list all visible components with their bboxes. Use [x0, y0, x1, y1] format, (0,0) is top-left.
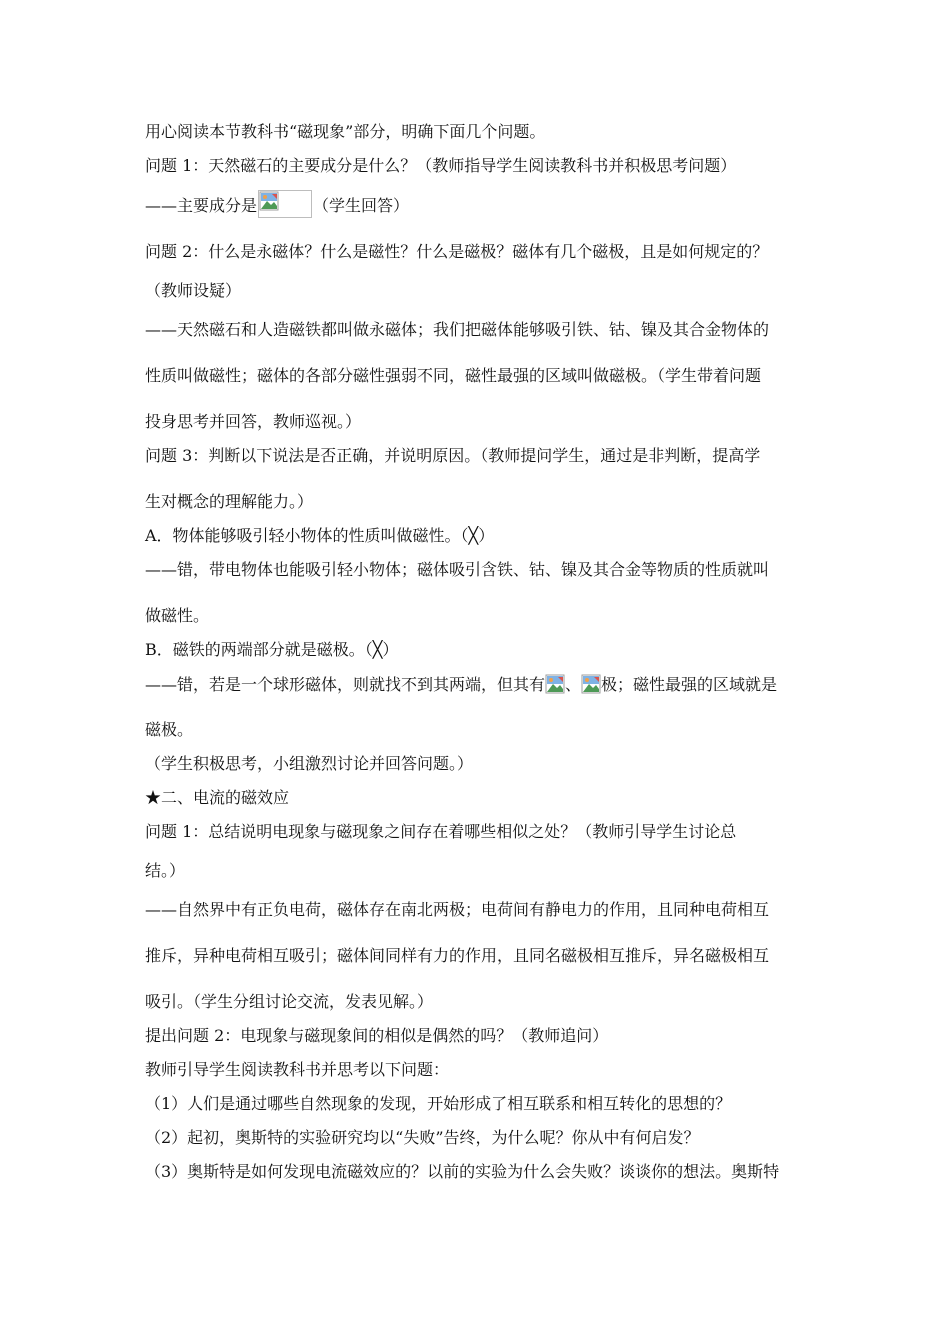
line-text: 、 [565, 675, 582, 694]
paragraph-line: 教师引导学生阅读教科书并思考以下问题： [145, 1060, 450, 1079]
paragraph-line: （学生积极思考，小组激烈讨论并回答问题。） [145, 754, 474, 773]
paragraph-line: 问题 2：什么是永磁体？什么是磁性？什么是磁极？磁体有几个磁极，且是如何规定的？ [145, 242, 769, 261]
paragraph-line: 吸引。（学生分组讨论交流，发表见解。） [145, 992, 434, 1011]
paragraph-line: 问题 3：判断以下说法是否正确，并说明原因。（教师提问学生，通过是非判断，提高学 [145, 446, 761, 465]
paragraph-line: 性质叫做磁性；磁体的各部分磁性强弱不同，磁性最强的区域叫做磁极。（学生带着问题 [145, 366, 762, 385]
paragraph-line: （1）人们是通过哪些自然现象的发现，开始形成了相互联系和相互转化的思想的？ [145, 1094, 732, 1113]
document-page [145, 122, 815, 1182]
paragraph-line: 问题 1：总结说明电现象与磁现象之间存在着哪些相似之处？（教师引导学生讨论总 [145, 822, 737, 841]
paragraph-line: 磁极。 [145, 720, 194, 739]
paragraph-line: （教师设疑） [145, 281, 242, 300]
broken-image-icon [545, 674, 565, 694]
paragraph-line: 推斥，异种电荷相互吸引；磁体间同样有力的作用，且同名磁极相互推斥，异名磁极相互 [145, 946, 770, 965]
paragraph-line: ——错，带电物体也能吸引轻小物体；磁体吸引含铁、钴、镍及其合金等物质的性质就叫 [145, 560, 770, 579]
line-text: ——错，若是一个球形磁体，则就找不到其两端，但其有 [145, 675, 546, 694]
section-heading: ★二、电流的磁效应 [145, 788, 290, 807]
paragraph-line: （2）起初，奥斯特的实验研究均以“失败”告终，为什么呢？你从中有何启发？ [145, 1128, 700, 1147]
paragraph-line: ——自然界中有正负电荷，磁体存在南北两极；电荷间有静电力的作用，且同种电荷相互 [145, 900, 770, 919]
paragraph-line: 做磁性。 [145, 606, 210, 625]
broken-image-icon [545, 674, 565, 694]
line-text: ——主要成分是 [145, 196, 258, 215]
paragraph-line: 问题 1：天然磁石的主要成分是什么？（教师指导学生阅读教科书并积极思考问题） [145, 156, 737, 175]
paragraph-line: （3）奥斯特是如何发现电流磁效应的？以前的实验为什么会失败？谈谈你的想法。奥斯特 [145, 1162, 780, 1181]
paragraph-line: 投身思考并回答，教师巡视。） [145, 412, 362, 431]
line-text: 极；磁性最强的区域就是 [601, 675, 778, 694]
line-text: （学生回答） [313, 196, 410, 215]
paragraph-line: 提出问题 2：电现象与磁现象间的相似是偶然的吗？（教师追问） [145, 1026, 609, 1045]
paragraph-line: 结。） [145, 861, 186, 880]
broken-image-icon [259, 191, 281, 213]
broken-image-icon [581, 674, 601, 694]
paragraph-line: 生对概念的理解能力。） [145, 492, 314, 511]
paragraph-line: 用心阅读本节教科书“磁现象”部分，明确下面几个问题。 [145, 122, 546, 141]
broken-image-icon [258, 190, 312, 218]
paragraph-line: ——天然磁石和人造磁铁都叫做永磁体；我们把磁体能够吸引铁、钴、镍及其合金物体的 [145, 320, 770, 339]
paragraph-line: B．磁铁的两端部分就是磁极。（╳） [145, 640, 399, 659]
paragraph-line [145, 674, 815, 694]
broken-image-icon [581, 674, 601, 694]
paragraph-line: A．物体能够吸引轻小物体的性质叫做磁性。（╳） [145, 526, 495, 545]
paragraph-line [145, 190, 815, 215]
